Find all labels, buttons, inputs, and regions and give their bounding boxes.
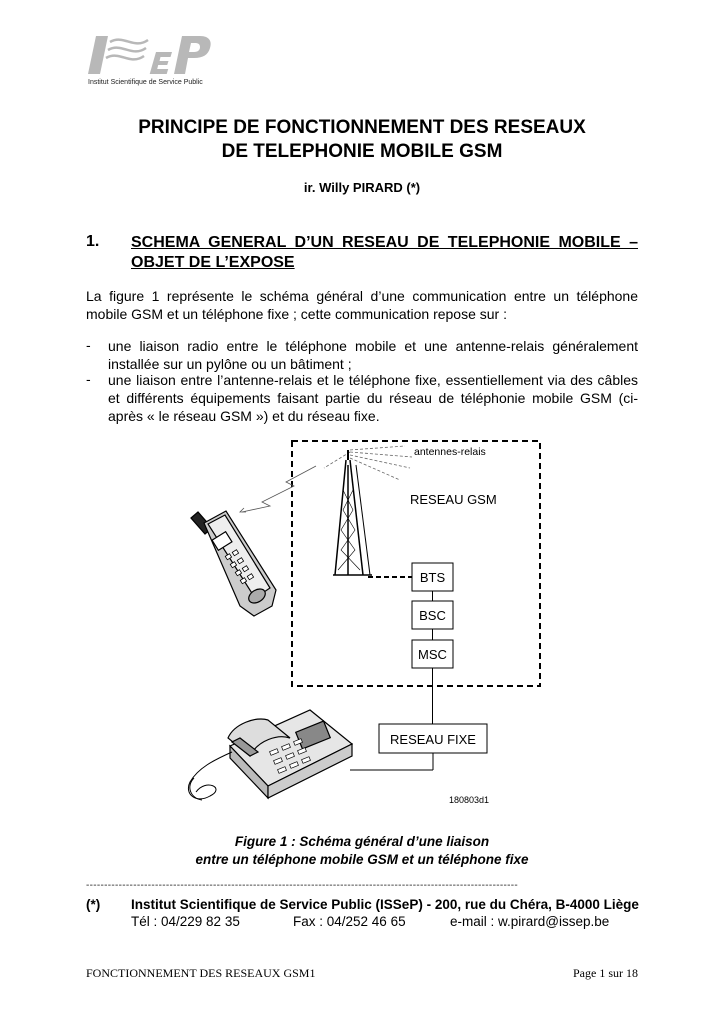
logo-caption: Institut Scientifique de Service Public	[88, 79, 203, 86]
section-number: 1.	[86, 233, 100, 250]
bullet-item: une liaison radio entre le téléphone mobile et une antenne-relais généralement installée sur un pylône ou un bâtiment ;	[108, 338, 638, 372]
figure-caption-line1: Figure 1 : Schéma général d’une liaison	[234, 834, 490, 849]
page-title-line2: DE TELEPHONIE MOBILE GSM	[221, 141, 503, 162]
footnote-fax: Fax : 04/252 46 65	[293, 914, 406, 929]
pylon-icon	[333, 450, 372, 575]
footnote-email: e-mail : w.pirard@issep.be	[450, 914, 610, 929]
bullet-marker: -	[86, 337, 91, 353]
footnote-institution: Institut Scientifique de Service Public (ISSeP) - 200, rue du Chéra, B-4000 Liège	[131, 897, 639, 912]
footnote-tel: Tél : 04/229 82 35	[131, 914, 240, 929]
antennas-label: antennes-relais	[414, 446, 486, 458]
bullet-item: une liaison entre l’antenne-relais et le téléphone fixe, essentiellement via des câbles et différents équipements faisant partie du réseau de téléphonie mobile GSM (ci-après « le réseau GSM ») et du réseau fixe.	[108, 372, 638, 424]
author: ir. Willy PIRARD (*)	[303, 180, 421, 195]
radio-link-icon	[242, 466, 316, 512]
figure-caption-line2: entre un téléphone mobile GSM et un téléphone fixe	[195, 852, 529, 867]
footnote-marker: (*)	[86, 897, 101, 912]
logo-letter-p	[174, 36, 211, 74]
bsc-label: BSC	[419, 608, 446, 623]
logo-letter-e	[150, 52, 172, 74]
footnote-separator: -----------------------------------------------------------------------------------------------------------------------	[86, 880, 518, 891]
network-diagram	[0, 430, 724, 830]
antenna-beams	[324, 446, 412, 480]
fixed-network-label: RESEAU FIXE	[390, 732, 476, 747]
desk-phone-icon	[188, 710, 352, 800]
page-title-line1: PRINCIPE DE FONCTIONNEMENT DES RESEAUX	[138, 117, 586, 138]
mobile-phone-icon	[191, 511, 276, 616]
page-number: Page 1 sur 18	[573, 966, 638, 980]
logo-letter-i	[88, 36, 108, 74]
gsm-network-label: RESEAU GSM	[410, 492, 497, 507]
logo-wave	[106, 40, 148, 60]
bts-label: BTS	[419, 570, 446, 585]
page-footer-title: FONCTIONNEMENT DES RESEAUX GSM1	[86, 966, 316, 980]
figure-ref-code: 180803d1	[449, 795, 490, 805]
intro-paragraph: La figure 1 représente le schéma général d’une communication entre un téléphone mobile GSM et un téléphone fixe ; cette communication repose sur :	[86, 288, 638, 322]
msc-label: MSC	[418, 647, 447, 662]
issep-logo	[86, 30, 216, 78]
section-title: SCHEMA GENERAL D’UN RESEAU DE TELEPHONIE MOBILE – OBJET DE L’EXPOSE	[131, 234, 638, 271]
bullet-marker: -	[86, 371, 91, 387]
